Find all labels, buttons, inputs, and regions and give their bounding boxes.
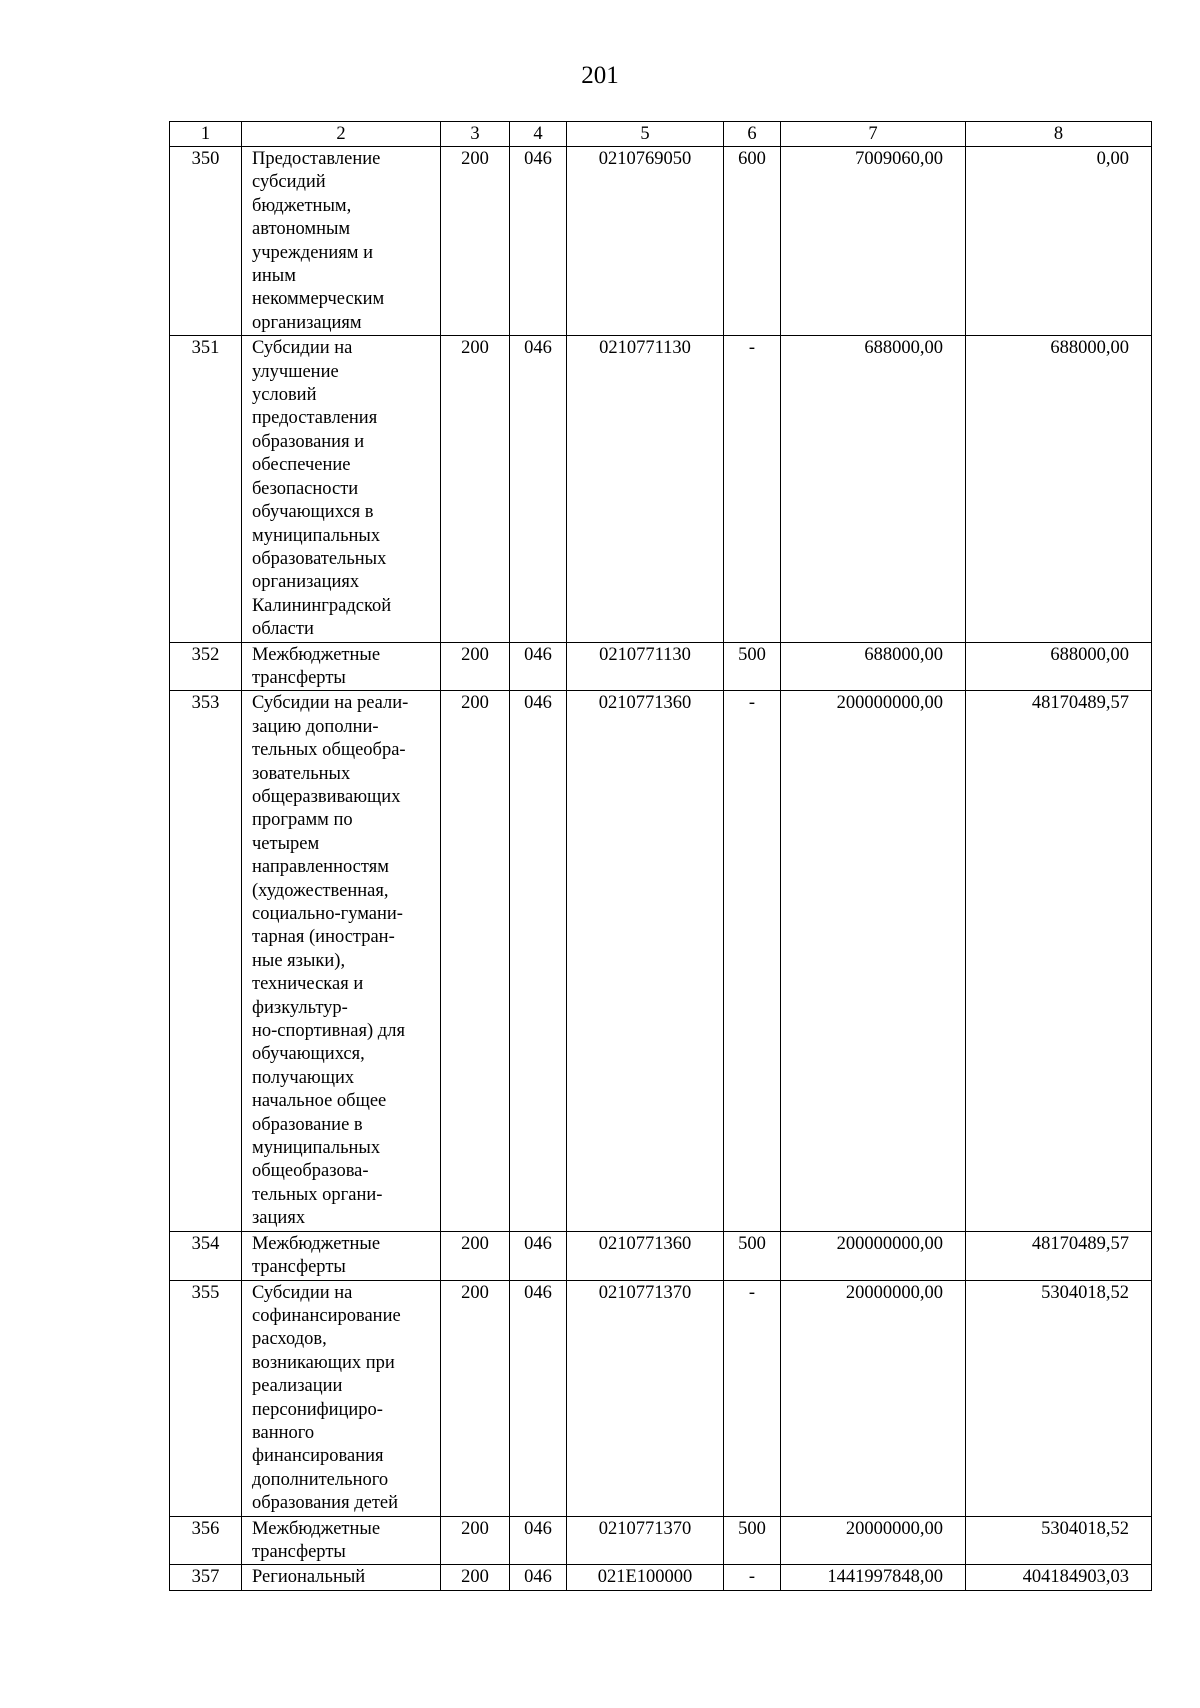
item-name-line: реализации [252, 1376, 343, 1397]
item-name [242, 147, 441, 336]
page-number: 201 [581, 62, 619, 89]
table-row [170, 642, 1152, 691]
item-name-line: персонифициро- [252, 1399, 383, 1420]
item-name-line: автономным [252, 219, 351, 240]
target-article-code: 0210771360 [567, 691, 724, 1231]
expense-type-code: - [724, 691, 781, 1231]
item-name-line: трансферты [252, 1541, 346, 1562]
item-name-line: обучающихся, [252, 1044, 365, 1065]
expense-type-code: 500 [724, 1231, 781, 1280]
target-article-code: 0210771130 [567, 336, 724, 642]
header-cell: 4 [510, 122, 567, 147]
table-row [170, 1565, 1152, 1590]
item-name-line: направленностям [252, 857, 389, 878]
item-name-line: но-спортивная) для [252, 1021, 405, 1042]
row-number: 354 [170, 1231, 242, 1280]
item-name-line: физкультур- [252, 997, 348, 1018]
item-name-line: иным [252, 266, 296, 287]
subsection-code: 046 [510, 642, 567, 691]
item-name-line: софинансирование [252, 1305, 401, 1326]
amount-planned: 688000,00 [781, 336, 966, 642]
item-name-line: тарная (иностран- [252, 927, 395, 948]
item-name-line: образования детей [252, 1493, 399, 1514]
header-cell: 5 [567, 122, 724, 147]
item-name-line: Калининградской [252, 595, 392, 616]
item-name-line: Предоставление [252, 149, 381, 169]
amount-planned: 20000000,00 [781, 1516, 966, 1565]
item-name [242, 1280, 441, 1516]
item-name-line: расходов, [252, 1329, 327, 1350]
header-cell: 1 [170, 122, 242, 147]
subsection-code: 046 [510, 1231, 567, 1280]
item-name-line: возникающих при [252, 1352, 395, 1373]
header-cell: 2 [242, 122, 441, 147]
amount-executed: 688000,00 [966, 336, 1152, 642]
item-name-line: четырем [252, 833, 320, 854]
item-name-line: муниципальных [252, 1138, 381, 1159]
item-name-line: Межбюджетные [252, 1233, 381, 1254]
item-name-line: трансферты [252, 1257, 346, 1278]
amount-executed: 0,00 [966, 147, 1152, 336]
section-code: 200 [441, 1565, 510, 1590]
item-name [242, 1565, 441, 1590]
amount-planned: 200000000,00 [781, 691, 966, 1231]
item-name [242, 1231, 441, 1280]
header-row [170, 122, 1152, 147]
item-name-line: зацию дополни- [252, 716, 379, 737]
header-cell: 3 [441, 122, 510, 147]
amount-planned: 1441997848,00 [781, 1565, 966, 1590]
item-name-line: организациям [252, 312, 362, 333]
row-number: 355 [170, 1280, 242, 1516]
table-row [170, 1231, 1152, 1280]
target-article-code: 0210771130 [567, 642, 724, 691]
target-article-code: 021E100000 [567, 1565, 724, 1590]
item-name-line: общеразвивающих [252, 786, 401, 807]
item-name-line: Региональный [252, 1567, 366, 1588]
item-name-line: некоммерческим [252, 289, 385, 310]
item-name [242, 691, 441, 1231]
item-name-line: обеспечение [252, 455, 351, 476]
item-name [242, 336, 441, 642]
item-name-line: техническая и [252, 974, 364, 995]
item-name-line: ные языки), [252, 950, 346, 971]
item-name-line: образования и [252, 431, 365, 452]
section-code: 200 [441, 336, 510, 642]
subsection-code: 046 [510, 1565, 567, 1590]
subsection-code: 046 [510, 1280, 567, 1516]
row-number: 356 [170, 1516, 242, 1565]
target-article-code: 0210771370 [567, 1280, 724, 1516]
row-number: 357 [170, 1565, 242, 1590]
table-row [170, 1280, 1152, 1516]
section-code: 200 [441, 1280, 510, 1516]
row-number: 352 [170, 642, 242, 691]
amount-planned: 20000000,00 [781, 1280, 966, 1516]
item-name-line: социально-гумани- [252, 904, 403, 924]
section-code: 200 [441, 1231, 510, 1280]
target-article-code: 0210769050 [567, 147, 724, 336]
amount-planned: 7009060,00 [781, 147, 966, 336]
item-name-line: тельных органи- [252, 1184, 383, 1205]
target-article-code: 0210771370 [567, 1516, 724, 1565]
expense-type-code: - [724, 336, 781, 642]
expense-type-code: - [724, 1565, 781, 1590]
item-name-line: образование в [252, 1114, 363, 1135]
item-name-line: программ по [252, 810, 353, 831]
row-number: 350 [170, 147, 242, 336]
section-code: 200 [441, 691, 510, 1231]
item-name-line: условий [252, 385, 317, 406]
header-cell: 7 [781, 122, 966, 147]
item-name-line: тельных общеобра- [252, 740, 406, 761]
amount-planned: 688000,00 [781, 642, 966, 691]
amount-planned: 200000000,00 [781, 1231, 966, 1280]
amount-executed: 688000,00 [966, 642, 1152, 691]
amount-executed: 48170489,57 [966, 1231, 1152, 1280]
expense-type-code: 500 [724, 1516, 781, 1565]
item-name-line: области [252, 619, 314, 640]
item-name-line: зациях [252, 1208, 306, 1229]
item-name-line: общеобразова- [252, 1161, 369, 1182]
item-name-line: предоставления [252, 408, 378, 429]
item-name-line: субсидий [252, 172, 326, 193]
header-cell: 8 [966, 122, 1152, 147]
table-row [170, 1516, 1152, 1565]
item-name-line: образовательных [252, 548, 387, 569]
item-name-line: муниципальных [252, 525, 381, 546]
item-name-line: финансирования [252, 1446, 384, 1467]
item-name-line: обучающихся в [252, 502, 374, 523]
expense-type-code: 600 [724, 147, 781, 336]
table-body [170, 147, 1152, 1591]
item-name-line: трансферты [252, 667, 346, 688]
item-name-line: (художественная, [252, 880, 389, 901]
amount-executed: 5304018,52 [966, 1516, 1152, 1565]
row-number: 353 [170, 691, 242, 1231]
amount-executed: 48170489,57 [966, 691, 1152, 1231]
expense-type-code: - [724, 1280, 781, 1516]
item-name-line: Субсидии на реали- [252, 693, 409, 714]
item-name-line: безопасности [252, 478, 359, 499]
subsection-code: 046 [510, 336, 567, 642]
item-name-line: бюджетным, [252, 195, 352, 216]
item-name-line: ванного [252, 1422, 315, 1443]
table-row [170, 147, 1152, 336]
item-name-line: зовательных [252, 763, 351, 784]
section-code: 200 [441, 642, 510, 691]
item-name-line: организациях [252, 572, 360, 593]
item-name [242, 642, 441, 691]
item-name-line: получающих [252, 1067, 355, 1088]
subsection-code: 046 [510, 1516, 567, 1565]
row-number: 351 [170, 336, 242, 642]
budget-table [169, 121, 1152, 1591]
item-name-line: улучшение [252, 361, 339, 382]
item-name-line: Субсидии на [252, 338, 353, 359]
expense-type-code: 500 [724, 642, 781, 691]
amount-executed: 5304018,52 [966, 1280, 1152, 1516]
item-name-line: дополнительного [252, 1469, 389, 1490]
item-name [242, 1516, 441, 1565]
item-name-line: учреждениям и [252, 242, 373, 263]
item-name-line: Межбюджетные [252, 1518, 381, 1539]
target-article-code: 0210771360 [567, 1231, 724, 1280]
table-row [170, 336, 1152, 642]
subsection-code: 046 [510, 147, 567, 336]
section-code: 200 [441, 1516, 510, 1565]
header-cell: 6 [724, 122, 781, 147]
subsection-code: 046 [510, 691, 567, 1231]
section-code: 200 [441, 147, 510, 336]
amount-executed: 404184903,03 [966, 1565, 1152, 1590]
table-row [170, 691, 1152, 1231]
item-name-line: начальное общее [252, 1091, 387, 1112]
item-name-line: Субсидии на [252, 1282, 353, 1303]
item-name-line: Межбюджетные [252, 644, 381, 665]
